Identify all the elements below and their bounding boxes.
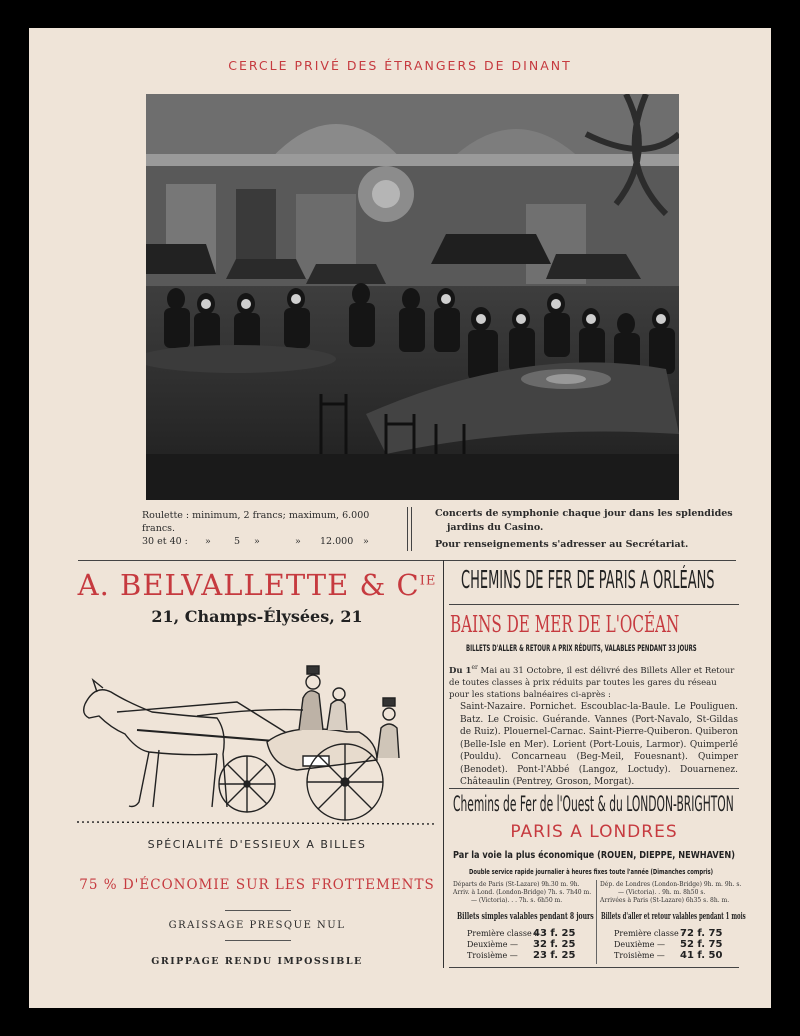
price-value: 72 f. 75 xyxy=(680,928,723,939)
price-row xyxy=(467,928,587,939)
price-row xyxy=(614,928,739,939)
belvallette-rule-1 xyxy=(225,910,291,911)
right-ticket-heading: Billets d'aller et retour valables pendant 1 mois xyxy=(601,912,746,922)
ouest-service: Double service rapide journalier à heures fixes toute l'année (Dimanches compris) xyxy=(469,868,714,876)
orleans-tickets: BILLETS D'ALLER & RETOUR A PRIX RÉDUITS, VALABLES PENDANT 33 JOURS xyxy=(466,644,697,654)
left-schedule-line: Arriv. à Lond. (London-Bridge) 7h. s. 7h40 m. xyxy=(453,889,592,896)
carriage-drawing xyxy=(77,642,437,832)
price-value: 23 f. 25 xyxy=(533,950,576,961)
price-label: Troisième — xyxy=(614,951,665,960)
price-value: 52 f. 75 xyxy=(680,939,723,950)
belvallette-name xyxy=(77,568,437,602)
left-prices xyxy=(467,928,587,961)
orleans-intro xyxy=(449,662,739,701)
schedule-divider xyxy=(596,880,597,964)
horse-carriage-illustration xyxy=(77,642,437,832)
price-value: 32 f. 25 xyxy=(533,939,576,950)
roulette-ditto-4: » xyxy=(363,536,369,547)
ads-divider xyxy=(443,560,444,968)
roulette-info xyxy=(142,509,402,548)
roulette-ditto-1: » xyxy=(205,536,211,547)
orleans-rule xyxy=(449,604,739,605)
concerts-info xyxy=(435,507,735,552)
magazine-page xyxy=(29,28,771,1008)
roulette-min-value: 5 xyxy=(234,536,241,547)
concerts-line-2: jardins du Casino. xyxy=(447,522,544,533)
page-header-title: CERCLE PRIVÉ DES ÉTRANGERS DE DINANT xyxy=(228,58,572,73)
caption-divider xyxy=(407,507,408,551)
belvallette-economy: 75 % D'ÉCONOMIE SUR LES FROTTEMENTS xyxy=(79,877,435,893)
right-schedule-line: — (Victoria). . 9h. m. 8h50 s. xyxy=(618,889,706,896)
belvallette-specialty: SPÉCIALITÉ D'ESSIEUX A BILLES xyxy=(147,838,367,851)
right-schedule-line: Arrivées à Paris (St-Lazare) 6h35 s. 8h. m. xyxy=(600,897,730,904)
right-prices xyxy=(614,928,739,961)
price-label: Deuxième — xyxy=(614,940,665,949)
orleans-intro-sup: er xyxy=(471,664,478,671)
belvallette-name-text: A. BELVALLETTE & C xyxy=(77,568,420,602)
ouest-rule-bottom xyxy=(449,967,739,968)
roulette-line-1: Roulette : minimum, 2 francs; maximum, 6.000 francs. xyxy=(142,510,370,534)
price-value: 41 f. 50 xyxy=(680,950,723,961)
concerts-line-1: Concerts de symphonie chaque jour dans les splendides xyxy=(435,508,733,519)
belvallette-greasing: GRAISSAGE PRESQUE NUL xyxy=(168,920,346,931)
ouest-right-schedule xyxy=(600,881,740,905)
roulette-ditto-2: » xyxy=(254,536,260,547)
casino-room-photo xyxy=(146,94,679,500)
roulette-line-2 xyxy=(142,535,402,548)
ouest-subtitle: PARIS A LONDRES xyxy=(510,822,678,842)
orleans-intro-start: Du 1 xyxy=(449,665,472,676)
section-divider xyxy=(78,560,736,561)
ouest-route: Par la voie la plus économique (ROUEN, DIEPPE, NEWHAVEN) xyxy=(453,850,735,861)
orleans-subtitle: BAINS DE MER DE L'OCÉAN xyxy=(450,612,680,638)
left-schedule-line: — (Victoria). . . 7h. s. 6h50 m. xyxy=(471,897,563,904)
belvallette-gripping: GRIPPAGE RENDU IMPOSSIBLE xyxy=(151,956,363,967)
casino-room-illustration xyxy=(146,94,679,500)
roulette-max-value: 12.000 xyxy=(320,536,354,547)
secretariat-info: Pour renseignements s'adresser au Secrétariat. xyxy=(435,539,689,550)
roulette-ditto-3: » xyxy=(295,536,301,547)
belvallette-rule-2 xyxy=(225,940,291,941)
orleans-stations: Saint-Nazaire. Pornichet. Escoublac-la-Baule. Le Pouliguen. Batz. Le Croisic. Guérande. Vannes (Port-Navalo, St-Gildas de Ruiz). Plouernel-Carnac. Saint-Pierre-Quiberon. Quiberon (Belle-Isle en Mer). Lorient (Port-Louis, Larmor). Quimperlé (Pouldu). Concarneau (Beg-Meil, Fouesnant). Quimper (Benodet). Pont-l'Abbé (Langoz, Loctudy). Douarnenez. Châteaulin (Pentrey, Groson, Morgat). xyxy=(460,702,738,787)
ouest-title: Chemins de Fer de l'Ouest & du LONDON-BRIGHTON xyxy=(453,792,734,816)
price-label: Première classe : xyxy=(467,929,537,938)
price-row xyxy=(467,950,587,961)
caption-divider-2 xyxy=(411,507,412,551)
price-label: Deuxième — xyxy=(467,940,518,949)
belvallette-address: 21, Champs-Élysées, 21 xyxy=(151,607,363,626)
left-ticket-heading: Billets simples valables pendant 8 jours xyxy=(457,912,594,922)
price-value: 43 f. 25 xyxy=(533,928,576,939)
ouest-rule-top xyxy=(449,788,739,789)
orleans-intro-text: Mai au 31 Octobre, il est délivré des Billets Aller et Retour de toutes classes à prix réduits par toutes les gares du réseau pour les stations balnéaires ci-après : xyxy=(449,665,735,700)
left-schedule-line: Départs de Paris (St-Lazare) 9h.30 m. 9h. xyxy=(453,881,580,888)
belvallette-name-sup: IE xyxy=(419,573,437,589)
price-row xyxy=(614,939,739,950)
orleans-title: CHEMINS DE FER DE PARIS A ORLÉANS xyxy=(461,565,715,594)
price-label: Première classe : xyxy=(614,929,684,938)
right-schedule-line: Dép. de Londres (London-Bridge) 9h. m. 9h. s. xyxy=(600,881,742,888)
ouest-left-schedule xyxy=(453,881,593,905)
price-row xyxy=(467,939,587,950)
price-label: Troisième — xyxy=(467,951,518,960)
roulette-30-40-label: 30 et 40 : xyxy=(142,536,188,547)
price-row xyxy=(614,950,739,961)
